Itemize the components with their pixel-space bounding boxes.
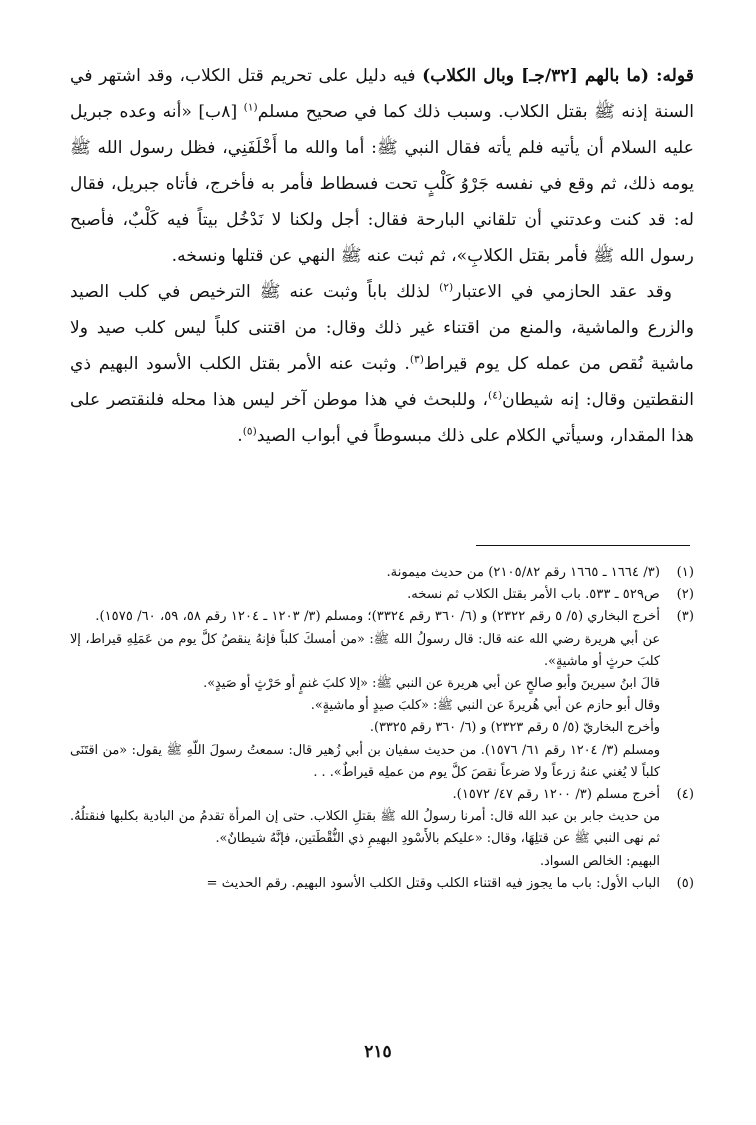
paragraph-text-d: ، وللبحث في هذا موطن آخر ليس هذا محله فلنقتصر على هذا المقدار، وسيأتي الكلام على ذلك مبسوطاً في أبواب الصيد xyxy=(70,390,694,446)
footnote-divider xyxy=(476,545,690,546)
footnote-2 xyxy=(70,584,694,606)
paragraph-text-b: لذلك باباً وثبت عنه ﷺ الترخيص في كلب الصيد والزرع والماشية، والمنع من اقتناء غير ذلك وقال: من اقتنى كلباً ليس كلب صيد ولا ماشية نُقص من عمله كل يوم قيراط xyxy=(70,282,695,374)
footnote-text: (٣/ ١٦٦٤ ـ ١٦٦٥ رقم ٢١٠٥/٨٢) من حديث ميمونة. xyxy=(386,565,660,580)
hadith-quote: وقال أبو حازم عن أبي هُريرةَ عن النبي ﷺ: «كلبَ صيدٍ أو ماشيةٍ». xyxy=(310,698,660,714)
footnote-text: ص٥٢٩ ـ ٥٣٣. باب الأمر بقتل الكلاب ثم نسخه. xyxy=(407,587,660,603)
paragraph-lead: قوله: (ما بالهم [٣٢/جـ] وبال الكلاب) xyxy=(422,66,695,86)
citation-line: وأخرج البخاريّ (٥/ ٥ رقم ٢٣٢٣) و (٦/ ٣٦٠ رقم ٣٣٢٥). xyxy=(369,720,660,736)
hadith-quote: قالَ ابنُ سيرينَ وأبو صالحٍ عن أبي هريرة عن النبي ﷺ: «إلا كلبَ غنمٍ أو حَرْثٍ أو صَيدٍ». xyxy=(203,676,660,692)
paragraph-1 xyxy=(70,58,694,274)
word-gloss: البهيم: الخالص السواد. xyxy=(539,853,660,869)
footnote-number: (٥) xyxy=(676,875,694,891)
footnote-number: (٢) xyxy=(676,587,694,603)
main-text xyxy=(70,58,694,454)
hadith-quote: عن أبي هريرة رضي الله عنه قال: قال رسولُ الله ﷺ: «من أمسكَ كلباً فإنهُ ينقصُ كلَّ يوم من عَمَلِهِ قيراط، إلا كلبَ حرثٍ أو ماشيةٍ». xyxy=(70,631,660,669)
footnote-ref-3[interactable]: (٣) xyxy=(409,352,424,366)
footnote-3 xyxy=(70,606,694,784)
footnote-number: (٣) xyxy=(676,609,694,625)
footnote-number: (١) xyxy=(676,565,694,580)
footnote-ref-4[interactable]: (٤) xyxy=(488,388,503,402)
footnote-5 xyxy=(70,873,694,895)
footnote-1 xyxy=(70,562,694,584)
paragraph-text-a: وقد عقد الحازمي في الاعتبار xyxy=(453,282,672,302)
paragraph-text: فيه دليل على تحريم قتل الكلاب، وقد اشتهر في السنة إذنه ﷺ بقتل الكلاب. وسبب ذلك كما في صحيح مسلم xyxy=(70,66,694,122)
footnote-4 xyxy=(70,784,694,873)
footnote-ref-5[interactable]: (٥) xyxy=(242,424,257,438)
paragraph-2 xyxy=(70,274,694,454)
footnote-number: (٤) xyxy=(676,787,694,803)
footnote-text: أخرج مسلم (٣/ ١٢٠٠ رقم ٤٧/ ١٥٧٢). xyxy=(452,787,660,803)
footnote-ref-2[interactable]: (٢) xyxy=(439,280,454,294)
footnote-text: أخرج البخاري (٥/ ٥ رقم ٢٣٢٢) و (٦/ ٣٦٠ رقم ٣٣٢٤)؛ ومسلم (٣/ ١٢٠٣ ـ ١٢٠٤ رقم ٥٨، ٥٩، ٦٠/ ١٥٧٥). xyxy=(95,609,660,625)
hadith-quote: ومسلم (٣/ ١٢٠٤ رقم ٦١/ ١٥٧٦). من حديث سفيان بن أبي زُهير قال: سمعتُ رسولَ اللّهِ ﷺ يقول: «من اقتَنَى كلباً لا يُغني عنهُ زرعاً ولا ضرعاً نقصَ كلَّ يوم من عملِه قيراطٌ». . . xyxy=(70,742,660,780)
footnote-text: الباب الأول: باب ما يجوز فيه اقتناء الكلب وقتل الكلب الأسود البهيم. رقم الحديث = xyxy=(206,875,660,891)
paragraph-text-cont: [٨ب] «أنه وعده جبريل عليه السلام أن يأتيه فلم يأته فقال النبي ﷺ: أما والله ما أَخْلَفَنِي، فظل رسول الله ﷺ يومه ذلك، ثم وقع في نفسه جَرْوُ كَلْبٍ تحت فسطاط فأمر به فأخرج، فأتاه جبريل، فقال له: قد كنت وعدتني أن تلقاني البارحة فقال: أجل ولكنا لا نَدْخُل بيتاً فيه كَلْبٌ، فأصبح رسول الله ﷺ فأمر بقتل الكلابِ»، ثم ثبت عنه ﷺ النهي عن قتلها ونسخه. xyxy=(70,102,694,266)
footnote-ref-1[interactable]: (١) xyxy=(243,100,258,114)
hadith-quote: من حديث جابر بن عبد الله قال: أمرنا رسولُ الله ﷺ بقتلِ الكلاب. حتى إن المرأة تقدمُ من البادية بكلبها فنقتلُهُ. ثم نهى النبي ﷺ عن قتلِهَا، وقال: «عليكم بالأَسْودِ البهيمِ ذي النُّقْطَتين، فإنَّهُ شيطانٌ». xyxy=(70,809,660,847)
footnotes xyxy=(70,562,694,895)
page-number: ٢١٥ xyxy=(364,1042,392,1062)
paragraph-text-e: . xyxy=(237,426,243,446)
paragraph-text-c: . وثبت عنه الأمر بقتل الكلب الأسود البهيم ذي النقطتين وقال: إنه شيطان xyxy=(70,354,694,410)
